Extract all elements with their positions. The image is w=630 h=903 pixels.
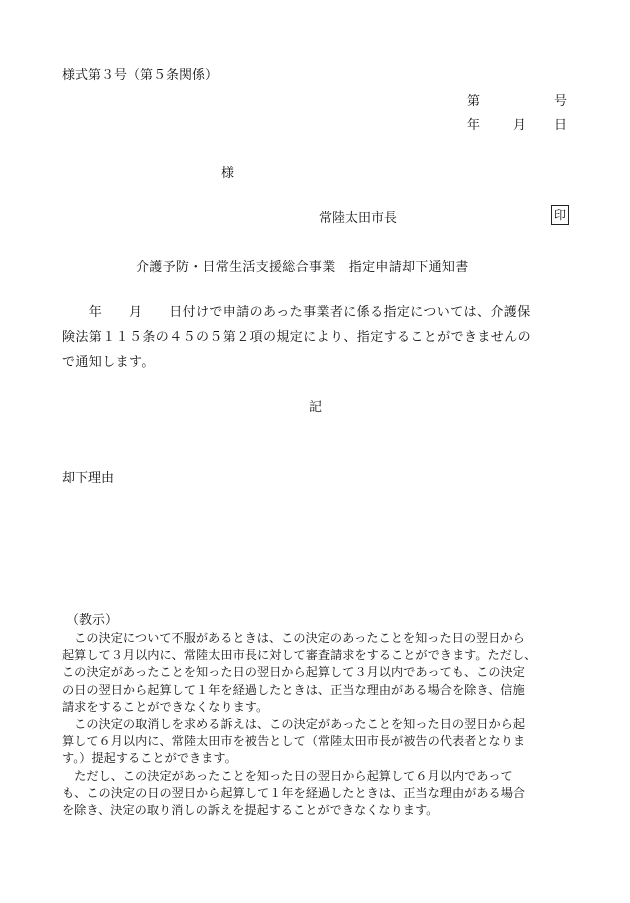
teaching-line: 請求をすることができなくなります。 — [62, 699, 269, 714]
teaching-line: を除き、決定の取り消しの訴えを提起することができなくなります。 — [62, 803, 439, 818]
form-number: 様式第３号（第５条関係） — [62, 68, 219, 83]
ki-mark: 記 — [309, 400, 323, 415]
seal-mark: 印 — [551, 205, 569, 225]
body-line: で通知します。 — [62, 355, 155, 370]
date-month: 月 — [513, 118, 527, 133]
teaching-line: この決定の取消しを求める訴えは、この決定があったことを知った日の翌日から起 — [62, 717, 526, 732]
notice-body — [62, 300, 578, 375]
date-year: 年 — [467, 118, 481, 133]
rejection-reason-label: 却下理由 — [62, 471, 115, 486]
teaching-line: 算して６月以内に、常陸太田市を被告として（常陸太田市長が被告の代表者となりま — [62, 734, 526, 749]
document-title: 介護予防・日常生活支援総合事業 指定申請却下通知書 — [136, 260, 469, 275]
teaching-line: す。）提起することができます。 — [62, 751, 237, 766]
teaching-line: 起算して３月以内に、常陸太田市長に対して審査請求をすることができます。ただし、 — [62, 648, 537, 663]
teaching-line: この決定があったことを知った日の翌日から起算して３月以内であっても、この決定 — [62, 665, 525, 680]
teaching-body — [62, 630, 582, 819]
addressee-suffix: 様 — [221, 166, 235, 181]
teaching-line: ただし、この決定があったことを知った日の翌日から起算して６月以内であって — [62, 768, 513, 783]
doc-number-prefix: 第 — [467, 94, 481, 109]
issuer-name: 常陸太田市長 — [319, 211, 398, 226]
teaching-heading: （教示） — [66, 613, 119, 628]
teaching-line: も、この決定の日の翌日から起算して１年を経過したときは、正当な理由がある場合 — [62, 785, 526, 800]
teaching-line: の日の翌日から起算して１年を経過したときは、正当な理由がある場合を除き、信施 — [62, 682, 525, 697]
body-line: 険法第１１５条の４５の５第２項の規定により、指定することができませんの — [62, 330, 532, 345]
doc-number-suffix: 号 — [553, 94, 567, 109]
teaching-line: この決定について不服があるときは、この決定のあったことを知った日の翌日から — [62, 631, 525, 645]
body-line: 年 月 日付けで申請のあった事業者に係る指定については、介護保 — [62, 305, 531, 320]
date-day: 日 — [553, 118, 567, 133]
